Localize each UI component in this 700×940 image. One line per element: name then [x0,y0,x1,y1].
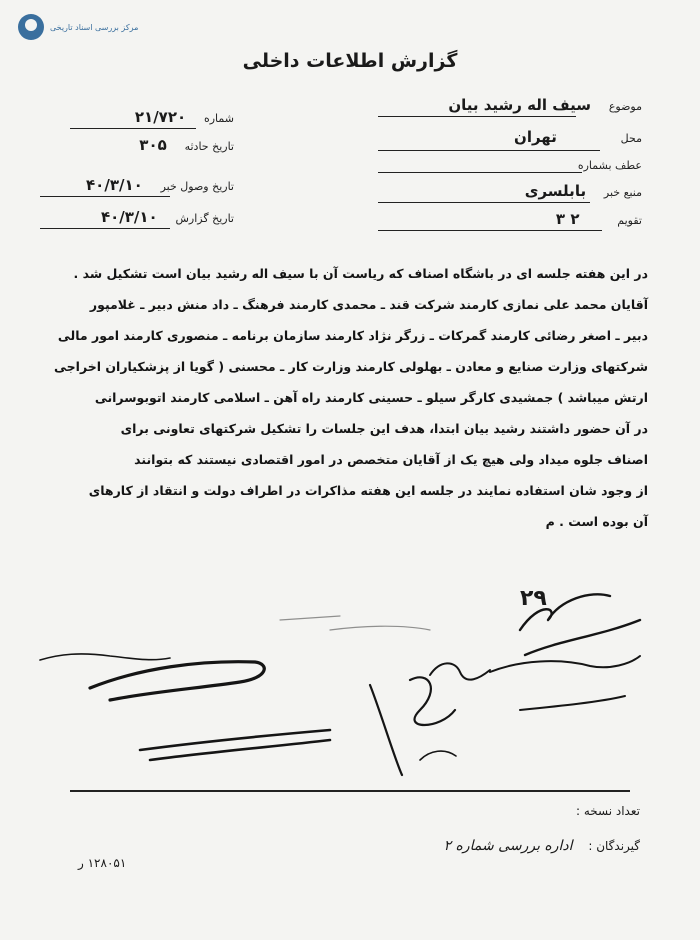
source-label: منبع خبر [603,186,642,199]
report-date-row [30,208,234,226]
body-line: از وجود شان استفاده نمایند در جلسه این هفته مذاکرات در اطراف دولت و انتقاد از کارهای [88,483,648,498]
handwritten-signatures [0,560,700,780]
body-line: در این هفته جلسه ای در باشگاه اصناف که ریاست آن با سیف اله رشید بیان است تشکیل شد . [73,266,648,281]
copies-label: تعداد نسخه : [575,804,640,818]
signature-left-note [40,654,170,660]
place-underline [378,150,600,151]
signature-low-mid [420,751,456,760]
source-underline [378,202,590,203]
report-date-underline [40,228,170,229]
receipt-date-underline [40,196,170,197]
number-underline [70,128,196,129]
receipt-date-value: ۴۰/۳/۱۰ [86,176,143,194]
rating-row [556,210,642,228]
place-label: محل [620,132,642,145]
receipt-date-label: تاریخ وصول خبر [160,180,234,193]
source-row [525,182,642,200]
report-body [46,258,648,537]
event-date-value: ۳۰۵ [139,136,167,154]
body-line: آن بوده است . م [545,514,648,529]
body-line: آقایان محمد علی نمازی کارمند شرکت قند ـ محمدی کارمند فرهنگ ـ داد منش دبیر ـ غلامپور [89,297,648,312]
subject-value: سیف اله رشید بیان [448,96,591,114]
report-date-value: ۴۰/۳/۱۰ [100,208,158,226]
report-date-label: تاریخ گزارش [175,212,234,225]
body-line: دبیر ـ اصغر رضائی کارمند گمرکات ـ زرگر نژاد کارمند سازمان برنامه ـ منصوری کارمند امور مالی [57,328,648,343]
number-row [70,108,234,126]
marginal-number: ۲۹ [520,586,547,611]
signature-mid-left [90,662,264,700]
body-line: شرکتهای وزارت صنایع و معادن ـ بهلولی کارمند وزارت کار ـ محسنی ( گویا از پزشکیاران اخراجی [54,359,648,374]
footer-divider [70,790,630,792]
signature-strike [140,730,330,760]
place-row [514,128,642,146]
document-reference: ۱۲۸۰۵۱ ر [78,856,127,870]
number-value: ۲۱/۷۲۰ [134,108,187,126]
ref-underline [378,172,582,173]
ref-label: عطف بشماره [577,159,642,172]
subject-underline [378,116,576,117]
rating-label: تقویم [617,214,642,227]
recipients-value: اداره بررسی شماره ۲ [443,838,573,854]
place-value: تهران [514,128,557,146]
subject-row [448,96,642,114]
signature-upper-mid [280,616,430,630]
subject-label: موضوع [608,100,642,113]
body-line: ارتش میباشد ) جمشیدی کارگر سیلو ـ حسینی کارمند راه آهن ـ اسلامی کارمند اتوبوسرانی [94,390,648,405]
document-title: گزارش اطلاعات داخلی [242,50,458,72]
signature-small-center [430,663,490,679]
signature-right-scribble [490,656,640,710]
copies-row [576,804,640,818]
body-line: اصناف جلوه میداد ولی هیچ یک از آقایان متخصص در امور اقتصادی نیستند که بتوانند [134,452,648,467]
archive-logo-text: مرکز بررسی اسناد تاریخی [50,22,139,32]
event-date-row [70,136,234,154]
number-label: شماره [203,112,234,125]
signature-center [370,677,455,775]
rating-underline [378,230,602,231]
event-date-label: تاریخ حادثه [184,140,234,153]
archive-logo-icon [18,14,44,40]
rating-value: ۲ ۳ [555,210,580,228]
receipt-date-row [30,176,234,194]
recipients-label: گیرندگان : [588,839,640,853]
archive-logo [18,14,138,40]
body-line: در آن حضور داشتند رشید بیان ابتدا، هدف این جلسات را تشکیل شرکتهای تعاونی برای [120,421,648,436]
ref-row [578,158,642,172]
recipients-row [444,838,640,854]
signature-top-right [520,594,640,655]
source-value: بابلسری [524,182,587,200]
